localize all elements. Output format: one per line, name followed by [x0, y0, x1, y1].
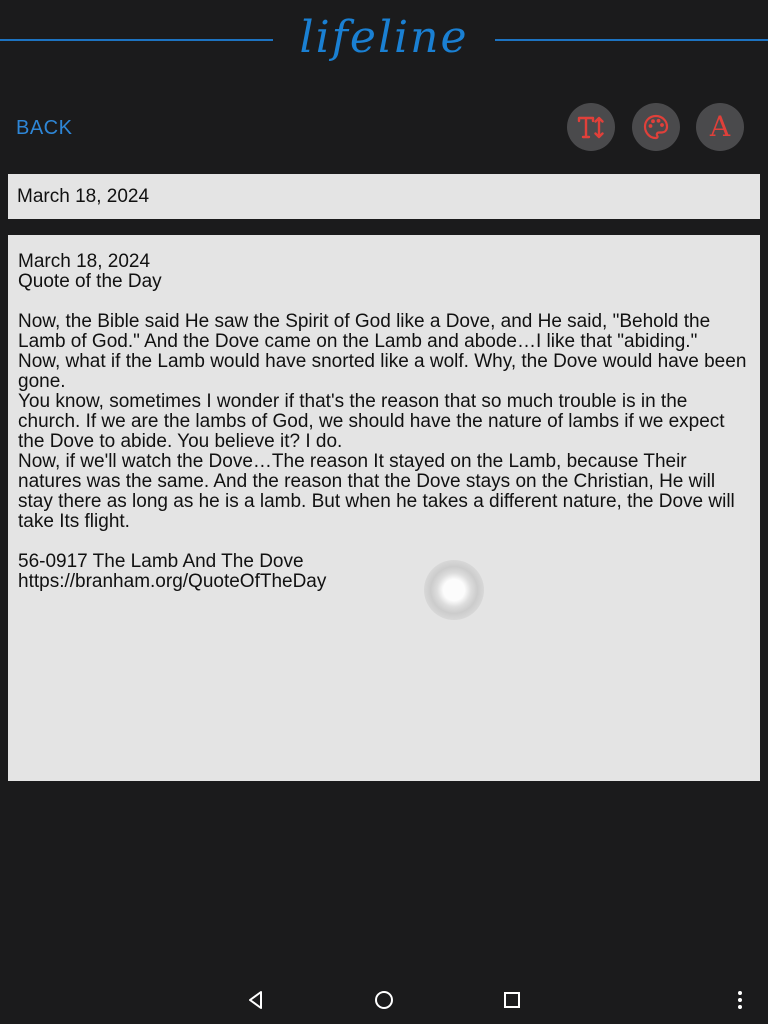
quote-date: March 18, 2024	[18, 251, 151, 272]
spacer	[18, 292, 750, 312]
date-bar-label: March 18, 2024	[17, 185, 150, 207]
quote-paragraph: Now, the Bible said He saw the Spirit of God like a Dove, and He said, "Behold the Lamb of God." And the Dove came on the Lamb and abode…I like that "abiding."	[18, 311, 711, 352]
nav-home-button[interactable]	[372, 988, 396, 1012]
text-size-button[interactable]	[567, 103, 615, 151]
more-vert-icon	[728, 988, 752, 1012]
recent-apps-icon	[500, 988, 524, 1012]
font-icon: A	[709, 110, 731, 143]
quote-paragraph: Now, if we'll watch the Dove…The reason It stayed on the Lamb, because Their natures was the same. And the reason that the Dove stays on the Christian, He will stay there as long as he is a lamb. But when he takes a different nature, the Dove will take Its flight.	[18, 451, 735, 532]
system-nav-bar	[0, 976, 768, 1024]
quote-content[interactable]	[8, 235, 760, 781]
quote-paragraph: You know, sometimes I wonder if that's the reason that so much trouble is in the church. If we are the lambs of God, we should have the nature of lambs if we expect the Dove to abide. You believe it? I do.	[18, 391, 725, 452]
nav-back-button[interactable]	[244, 988, 268, 1012]
home-icon	[372, 988, 396, 1012]
quote-source: 56-0917 The Lamb And The Dove	[18, 551, 304, 572]
palette-button[interactable]	[632, 103, 680, 151]
back-icon	[244, 988, 268, 1012]
palette-icon	[642, 113, 670, 141]
nav-more-button[interactable]	[728, 988, 752, 1012]
text-size-icon	[576, 113, 606, 141]
date-bar[interactable]	[8, 174, 760, 219]
header-divider-right	[495, 39, 768, 41]
nav-recent-button[interactable]	[500, 988, 524, 1012]
font-button[interactable]	[696, 103, 744, 151]
quote-paragraph: Now, what if the Lamb would have snorted like a wolf. Why, the Dove would have been gone.	[18, 351, 747, 392]
quote-url[interactable]: https://branham.org/QuoteOfTheDay	[18, 571, 327, 592]
touch-indicator	[424, 560, 484, 620]
quote-title: Quote of the Day	[18, 271, 162, 292]
spacer	[18, 532, 750, 552]
header-divider-left	[0, 39, 273, 41]
app-logo: lifeline	[299, 12, 469, 63]
back-button[interactable]: BACK	[16, 116, 73, 139]
